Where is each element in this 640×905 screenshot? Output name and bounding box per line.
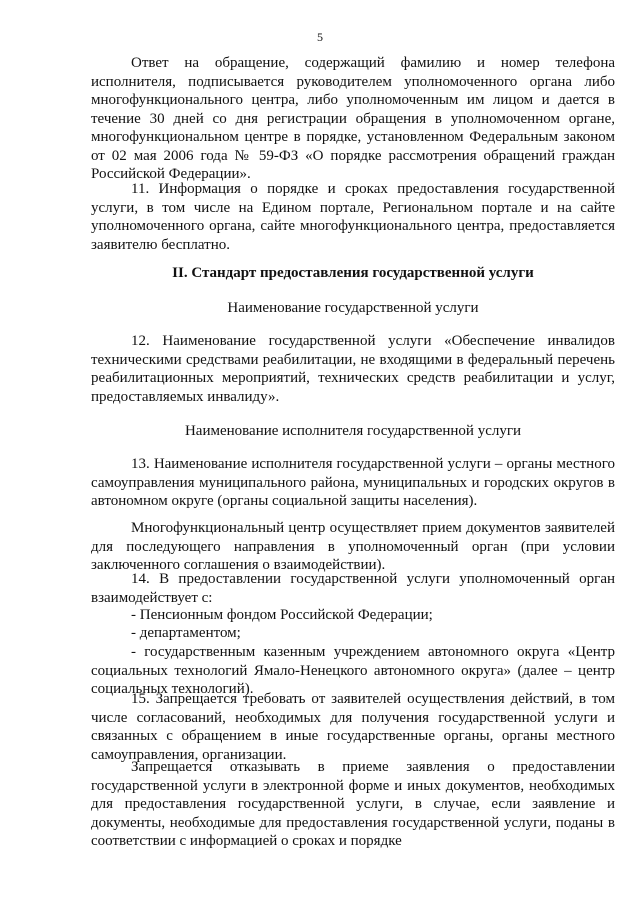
section-title: II. Стандарт предоставления государственной услуги — [172, 265, 534, 281]
paragraph-12: 12. Наименование государственной услуги «Обеспечение инвалидов техническими средствами реабилитации, не входящими в федеральный перечень реабилитационных мероприятий, технических средств реабилитации и услуг, предоставляемых инвалиду». — [91, 333, 615, 405]
paragraph-15: 15. Запрещается требовать от заявителей осуществления действий, в том числе согласований, необходимых для получения государственной услуги и связанных с обращением в иные государственные органы, органы местного самоуправления, организации. — [91, 691, 615, 763]
subheading-service-name: Наименование государственной услуги — [227, 300, 479, 316]
paragraph-13: 13. Наименование исполнителя государственной услуги – органы местного самоуправления муниципального района, муниципальных и городских округов в автономном округе (органы социальной защиты населения). — [91, 456, 615, 509]
paragraph-mfc: Многофункциональный центр осуществляет прием документов заявителей для последующего направления в уполномоченный орган (при условии заключенного соглашения о взаимодействии). — [91, 520, 615, 573]
list-item-department: - департаментом; — [131, 625, 241, 641]
list-item-pension-fund: - Пенсионным фондом Российской Федерации; — [131, 607, 433, 623]
paragraph-reply-to-appeal: Ответ на обращение, содержащий фамилию и номер телефона исполнителя, подписывается руководителем уполномоченного органа либо многофункционального центра, либо уполномоченным им лицом и дается в течение 30 дней со дня регистрации обращения в уполномоченном органе, многофункциональном центре в порядке, установленном Федеральным законом от 02 мая 2006 года № 59-ФЗ «О порядке рассмотрения обращений граждан Российской Федерации». — [91, 55, 615, 182]
paragraph-14: 14. В предоставлении государственной услуги уполномоченный орган взаимодействует с: — [91, 571, 615, 606]
list-item-social-center: - государственным казенным учреждением автономного округа «Центр социальных технологий Ямало-Ненецкого автономного округа» (далее – центр социальных технологий). — [91, 644, 615, 697]
paragraph-refusal: Запрещается отказывать в приеме заявления о предоставлении государственной услуги в электронной форме и иных документов, необходимых для предоставления государственной услуги, в случае, если заявление и документы, необходимые для предоставления государственной услуги, поданы в соответствии с информацией о сроках и порядке — [91, 759, 615, 849]
paragraph-11: 11. Информация о порядке и сроках предоставления государственной услуги, в том числе на Едином портале, Региональном портале и на сайте уполномоченного органа, сайте многофункционального центра, предоставляется заявителю бесплатно. — [91, 181, 615, 253]
page-number: 5 — [317, 30, 323, 44]
subheading-executor-name: Наименование исполнителя государственной услуги — [184, 423, 522, 439]
